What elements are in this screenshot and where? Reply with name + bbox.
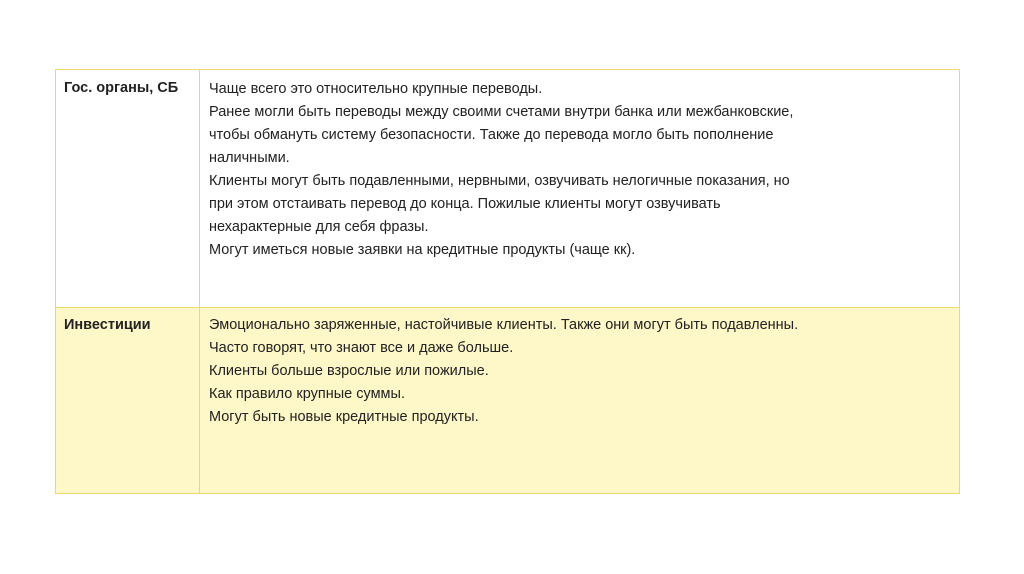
row-label: Инвестиции: [64, 316, 151, 333]
description-line: Могут иметься новые заявки на кредитные продукты (чаще кк).: [209, 242, 636, 258]
table-row-gov-agencies: [56, 70, 960, 308]
description-line: Клиенты могут быть подавленными, нервными, озвучивать нелогичные показания, но: [209, 173, 790, 189]
row-label-cell: [56, 70, 200, 308]
row-label-cell: [56, 307, 200, 493]
description-line: Клиенты больше взрослые или пожилые.: [209, 362, 489, 379]
description-line: чтобы обмануть систему безопасности. Также до перевода могло быть пополнение: [209, 127, 774, 143]
description-line: наличными.: [209, 150, 290, 166]
description-line: нехарактерные для себя фразы.: [209, 219, 429, 235]
description-line: Как правило крупные суммы.: [209, 385, 405, 402]
row-description-cell: [200, 307, 960, 493]
table-row-investments: [56, 307, 960, 493]
description-line: Часто говорят, что знают все и даже больше.: [209, 339, 514, 356]
description-line: Чаще всего это относительно крупные переводы.: [209, 81, 543, 97]
description-line: при этом отстаивать перевод до конца. Пожилые клиенты могут озвучивать: [209, 196, 721, 212]
row-label: Гос. органы, СБ: [64, 80, 179, 96]
description-line: Ранее могли быть переводы между своими счетами внутри банка или межбанковские,: [209, 104, 794, 120]
description-line: Эмоционально заряженные, настойчивые клиенты. Также они могут быть подавленны.: [209, 316, 799, 333]
fraud-types-table: [55, 69, 960, 494]
description-line: Могут быть новые кредитные продукты.: [209, 408, 479, 425]
row-description-cell: [200, 70, 960, 308]
